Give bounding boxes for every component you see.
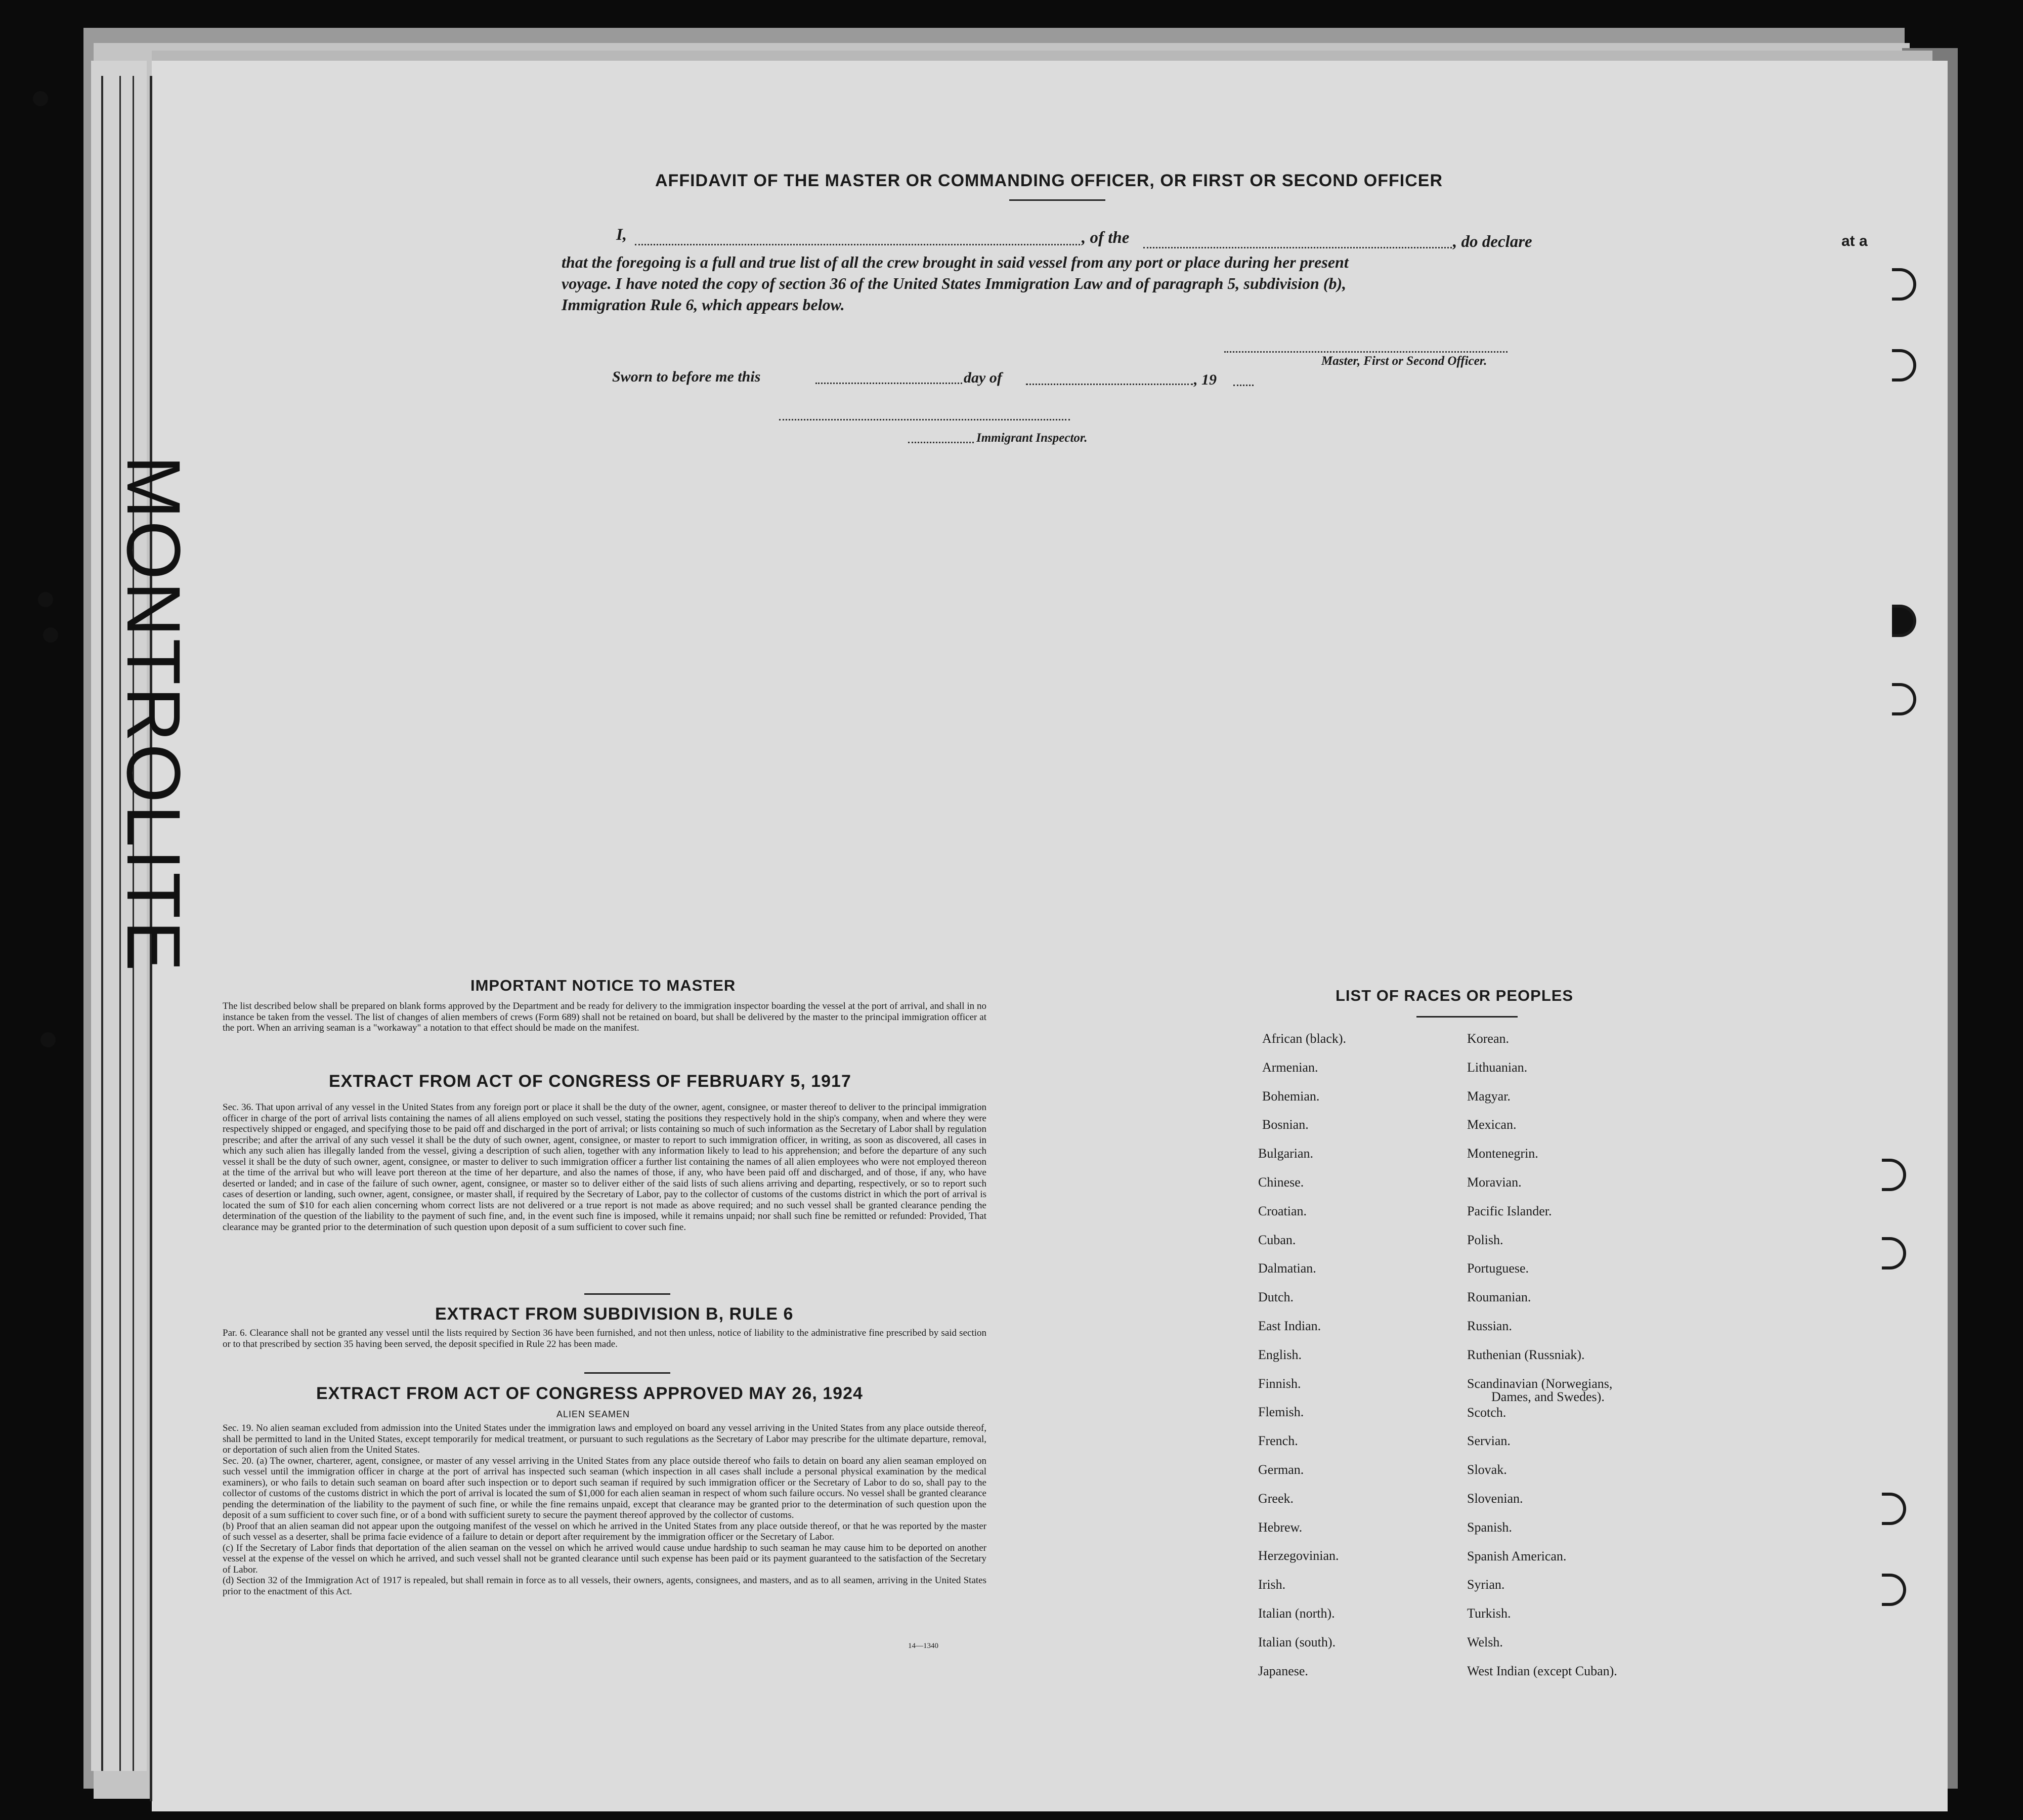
race-item: Spanish American. bbox=[1467, 1548, 1567, 1563]
race-item: Dalmatian. bbox=[1258, 1261, 1316, 1276]
race-item: Irish. bbox=[1258, 1577, 1286, 1592]
race-item: Japanese. bbox=[1258, 1663, 1308, 1678]
affidavit-title: AFFIDAVIT OF THE MASTER OR COMMANDING OFFICER, OR FIRST OR SECOND OFFICER bbox=[655, 171, 1443, 190]
race-item: Cuban. bbox=[1258, 1232, 1296, 1247]
sworn-month-blank bbox=[1026, 384, 1193, 385]
race-item: Finnish. bbox=[1258, 1376, 1301, 1391]
race-item: Mexican. bbox=[1467, 1117, 1517, 1132]
sworn-year-blank bbox=[1233, 385, 1254, 386]
binder-hole bbox=[43, 627, 58, 643]
race-item: African (black). bbox=[1262, 1031, 1347, 1046]
sworn-year: , 19 bbox=[1194, 371, 1217, 388]
race-item: Portuguese. bbox=[1467, 1261, 1529, 1276]
title-underline bbox=[1009, 199, 1105, 201]
vessel-blank bbox=[1143, 247, 1452, 248]
affidavit-of-the: , of the bbox=[1082, 229, 1130, 247]
divider bbox=[584, 1372, 670, 1374]
right-edge-fragment: at a bbox=[1841, 233, 1868, 249]
race-item: Hebrew. bbox=[1258, 1519, 1303, 1535]
sworn-day-blank bbox=[815, 383, 962, 384]
extract-1924-subtitle: ALIEN SEAMEN bbox=[556, 1409, 630, 1419]
race-item: Russian. bbox=[1467, 1319, 1512, 1333]
race-item: Bulgarian. bbox=[1258, 1146, 1314, 1161]
race-item: Flemish. bbox=[1258, 1405, 1304, 1420]
form-number: 14—1340 bbox=[908, 1642, 938, 1650]
affidavit-line2: that the foregoing is a full and true list of all the crew brought in said vessel from any port or place during her present bbox=[562, 253, 1349, 271]
extract-1924-body: Sec. 19. No alien seaman excluded from admission into the United States under the immigration laws and employed on board any vessel arriving in the United States from any place outside thereof, shall be permitted to land in the United States, except temporarily for medical treatment, or pursuant to such regulations as the Secretary of Labor may prescribe for the ultimate departure, removal, or deportation of such alien from the United States. Sec. 20. (a) The owner, charterer, agent, consignee, or master of any vessel arriving in the United States from any place outside thereof who fails to detain on board any alien seaman employed on such vessel until the immigration officer in charge at the port of arrival has inspected such seaman (which inspection in all cases shall include a personal physical examination by the medical examiners), or who fails to detain such seaman on board after such inspection or to deport such seaman if required by such immigration officer or the Secretary of Labor to do so, shall pay to the collector of customs of the customs district in which the port of arrival is located the sum of $1,000 for each alien seaman in respect of whom such failure occurs. No vessel shall be granted clearance pending the determination of the liability to the payment of such fine, or while the fine remains unpaid, except that clearance may be granted prior to the determination of such question upon the deposit of a sum sufficient to cover such fine, or of a bond with sufficient surety to secure the payment thereof approved by the collector of customs. (b) Proof that an alien seaman did not appear upon the outgoing manifest of the vessel on which he arrived in the United States from any place outside thereof, or that he was reported by the master of such vessel as a deserter, shall be prima facie evidence of a failure to detain or deport after requirement by the immigration officer or the Secretary of Labor. (c) If the Secretary of Labor finds that deportation of the alien seaman on the vessel on which he arrived would cause undue hardship to such seaman he may cause him to be deported on another vessel at the expense of the vessel on which he arrived, and such vessel shall not be granted clearance until such expense has been paid or its payment guaranteed to the satisfaction of the Secretary of Labor. (d) Section 32 of the Immigration Act of 1917 is repealed, but shall remain in force as to all vessels, their owners, agents, consignees, and masters, and as to all seamen, arriving in the United States prior to the enactment of this Act. bbox=[223, 1423, 986, 1597]
race-item: Dames, and Swedes). bbox=[1491, 1389, 1605, 1404]
extract-rule6-body: Par. 6. Clearance shall not be granted any vessel until the lists required by Section 36 have been furnished, and not then unless, notice of liability to the administrative fine prescribed by said section or to that prescribed by section 35 having been served, the deposit specified in Rule 22 has been made. bbox=[223, 1328, 986, 1349]
master-signature-line bbox=[1224, 351, 1508, 353]
race-item: Italian (south). bbox=[1258, 1634, 1336, 1649]
race-item: French. bbox=[1258, 1433, 1298, 1449]
race-item: Dutch. bbox=[1258, 1290, 1294, 1305]
race-item: Lithuanian. bbox=[1467, 1060, 1528, 1075]
race-item: English. bbox=[1258, 1347, 1302, 1362]
extract-1917-title: EXTRACT FROM ACT OF CONGRESS OF FEBRUARY 5, 1917 bbox=[329, 1072, 851, 1091]
race-item: Bohemian. bbox=[1262, 1088, 1320, 1104]
race-item: Korean. bbox=[1467, 1031, 1510, 1046]
affidavit-line4: Immigration Rule 6, which appears below. bbox=[562, 295, 845, 314]
race-item: East Indian. bbox=[1258, 1319, 1321, 1333]
extract-rule6-title: EXTRACT FROM SUBDIVISION B, RULE 6 bbox=[435, 1304, 794, 1324]
race-item: Scotch. bbox=[1467, 1405, 1507, 1420]
race-item: Slovenian. bbox=[1467, 1491, 1523, 1506]
notice-body: The list described below shall be prepared on blank forms approved by the Department and be ready for delivery to the immigration inspector boarding the vessel at the port of arrival, and shall in no instance be taken from the vessel. The list of changes of alien members of crews (Form 689) shall not be retained on board, but shall be delivered by the master to the principal immigration officer at the port. When an arriving seaman is a "workaway" a notation to that effect should be made on the manifest. bbox=[223, 1001, 986, 1033]
race-item: Chinese. bbox=[1258, 1175, 1304, 1190]
affidavit-i: I, bbox=[616, 226, 627, 244]
race-item: Syrian. bbox=[1467, 1577, 1505, 1592]
race-item: Moravian. bbox=[1467, 1175, 1522, 1190]
race-item: Scandinavian (Norwegians, bbox=[1467, 1376, 1613, 1391]
race-item: Herzegovinian. bbox=[1258, 1548, 1339, 1563]
race-item: Pacific Islander. bbox=[1467, 1203, 1552, 1218]
binder-hole bbox=[38, 592, 53, 607]
race-item: Roumanian. bbox=[1467, 1290, 1531, 1305]
affidavit-declare: , do declare bbox=[1453, 233, 1532, 251]
race-item: Magyar. bbox=[1467, 1088, 1511, 1104]
race-item: Slovak. bbox=[1467, 1462, 1507, 1477]
sworn-prefix: Sworn to before me this bbox=[612, 368, 761, 385]
inspector-short-line bbox=[908, 442, 974, 443]
extract-1917-body: Sec. 36. That upon arrival of any vessel in the United States from any foreign port or place it shall be the duty of the owner, agent, consignee, or master thereof to deliver to the principal immigration officer in charge of the port of arrival lists containing the names of all aliens employed on such vessel, stating the positions they respectively hold in the ship's company, when and where they were respectively shipped or engaged, and specifying those to be paid off and discharged in the port of arrival; or lists containing so much of such information as the Secretary of Labor shall by regulation prescribe; and after the arrival of any such vessel it shall be the duty of such owner, agent, consignee, or master to report to such immigration officer, in writing, as soon as discovered, all cases in which any such alien has illegally landed from the vessel, giving a description of such alien, together with any information likely to lead to his apprehension; and before the departure of any such vessel it shall be the duty of such owner, agent, consignee, or master to deliver to such immigration officer a further list containing the names of all alien employees who were not employed thereon at the time of the arrival but who will leave port thereon at the time of her departure, and also the names of those, if any, who have been paid off and discharged, and of those, if any, who have deserted or landed; and in case of the failure of such owner, agent, consignee, or master so to deliver either of the said lists of such aliens arriving and departing, respectively, or so to report such cases of desertion or landing, such owner, agent, consignee, or master shall, if required by the Secretary of Labor, pay to the collector of customs of the customs district in which the port of arrival is located the sum of $10 for each alien concerning whom correct lists are not delivered or a true report is not made as above required; and no such vessel shall be granted clearance pending the determination of the question of the liability to the payment of such fine, and, in the event such fine is imposed, while it remains unpaid; nor shall such fine be remitted or refunded: Provided, That clearance may be granted prior to the determination of such question upon deposit of a sum sufficient to cover such fine. bbox=[223, 1102, 986, 1233]
race-item: Bosnian. bbox=[1262, 1117, 1309, 1132]
notice-title: IMPORTANT NOTICE TO MASTER bbox=[470, 977, 736, 994]
race-item: Welsh. bbox=[1467, 1635, 1503, 1649]
affidavit-line3: voyage. I have noted the copy of section 36 of the United States Immigration Law and of paragraph 5, subdivision (b), bbox=[562, 274, 1347, 292]
races-title-underline bbox=[1416, 1016, 1518, 1018]
race-item: Croatian. bbox=[1258, 1203, 1307, 1218]
master-signature-label: Master, First or Second Officer. bbox=[1321, 354, 1487, 368]
inspector-label: Immigrant Inspector. bbox=[976, 431, 1088, 445]
inspector-signature-line bbox=[779, 419, 1070, 420]
race-item: Turkish. bbox=[1467, 1606, 1511, 1621]
race-item: Italian (north). bbox=[1258, 1606, 1335, 1621]
divider bbox=[584, 1293, 670, 1295]
handwritten-ship-name: MONTROLITE bbox=[111, 455, 196, 974]
edge-line bbox=[101, 76, 103, 1771]
race-item: Armenian. bbox=[1262, 1060, 1318, 1075]
binder-hole bbox=[40, 1032, 56, 1047]
race-item: German. bbox=[1258, 1462, 1304, 1477]
race-item: West Indian (except Cuban). bbox=[1467, 1663, 1617, 1678]
races-title: LIST OF RACES OR PEOPLES bbox=[1336, 987, 1574, 1004]
sworn-day-of: day of bbox=[964, 369, 1002, 386]
race-item: Polish. bbox=[1467, 1232, 1503, 1247]
race-item: Spanish. bbox=[1467, 1519, 1512, 1535]
extract-1924-title: EXTRACT FROM ACT OF CONGRESS APPROVED MAY 26, 1924 bbox=[316, 1384, 863, 1403]
race-item: Ruthenian (Russniak). bbox=[1467, 1347, 1585, 1362]
race-item: Servian. bbox=[1467, 1433, 1511, 1449]
binder-hole bbox=[33, 91, 48, 106]
race-item: Montenegrin. bbox=[1467, 1146, 1538, 1161]
name-blank bbox=[635, 244, 1080, 245]
race-item: Greek. bbox=[1258, 1491, 1294, 1506]
